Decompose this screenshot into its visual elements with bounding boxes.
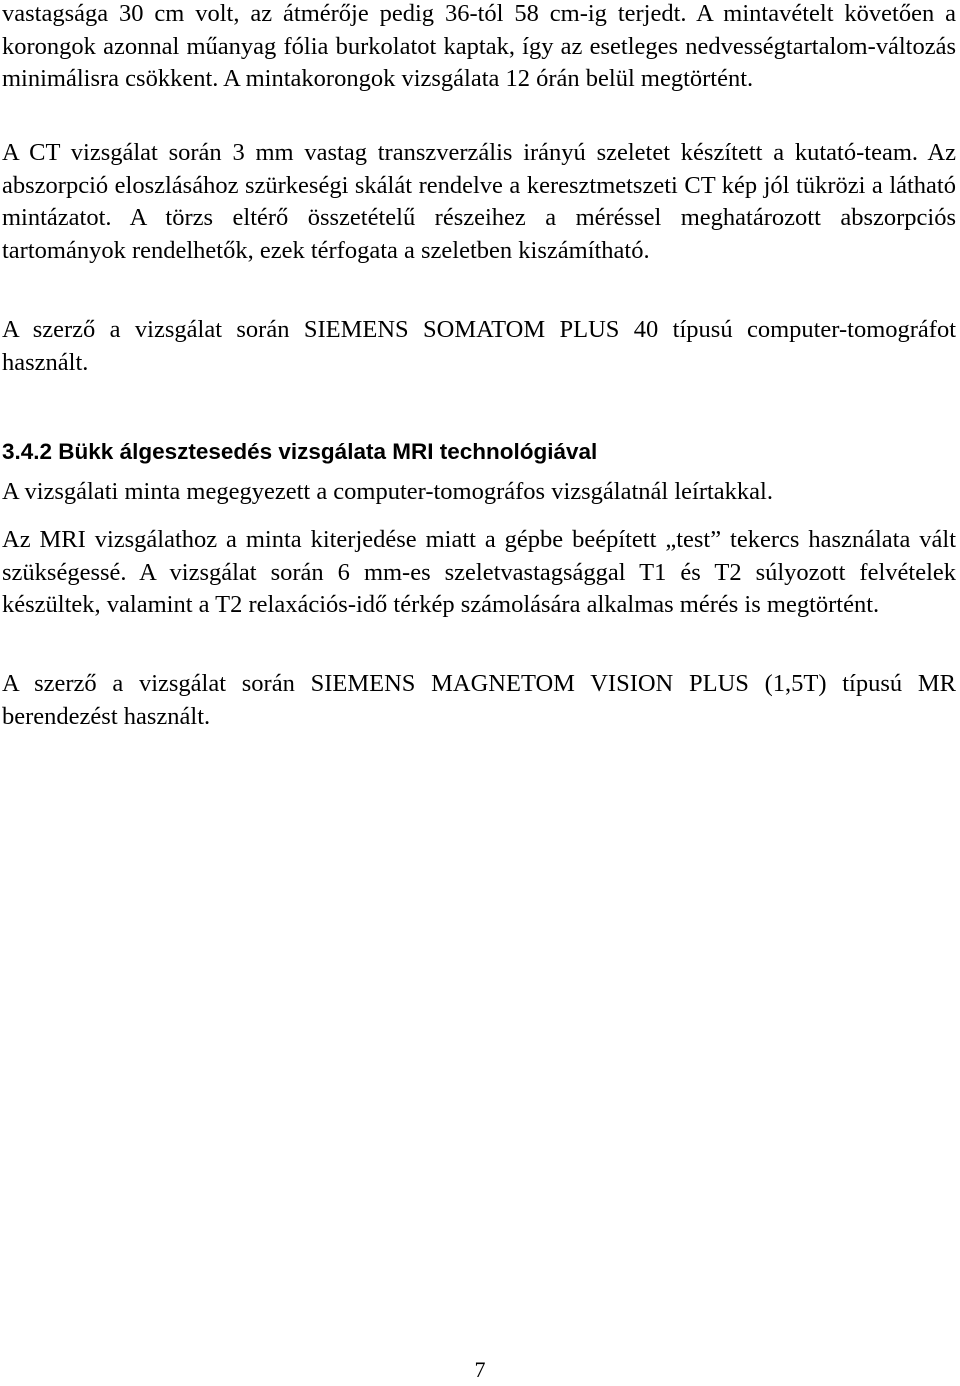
page-number: 7 [474, 1357, 486, 1382]
paragraph-mri-equipment: A szerző a vizsgálat során SIEMENS MAGNETOM VISION PLUS (1,5T) típusú MR berendezést használt. [2, 670, 956, 730]
paragraph-mri-sample: A vizsgálati minta megegyezett a computer-tomográfos vizsgálatnál leírtakkal. [2, 478, 773, 505]
paragraph-sample-preparation: vastagsága 30 cm volt, az átmérője pedig 36-tól 58 cm-ig terjedt. A mintavételt követően a korongok azonnal műanyag fólia burkolatot kaptak, így az esetleges nedvességtartalom-változás minimálisra csökkent. A mintakorongok vizsgálata 12 órán belül megtörtént. [2, 0, 956, 92]
paragraph-ct-examination: A CT vizsgálat során 3 mm vastag transzverzális irányú szeletet készített a kutató-team. Az abszorpció eloszlásához szürkeségi skálát rendelve a keresztmetszeti CT kép jól tükrözi a látható mintázatot. A törzs eltérő összetételű részeihez a méréssel meghatározott abszorpciós tartományok rendelhetők, ezek térfogata a szeletben kiszámítható. [2, 139, 956, 264]
paragraph-mri-method: Az MRI vizsgálathoz a minta kiterjedése miatt a gépbe beépített „test” tekercs használata vált szükségessé. A vizsgálat során 6 mm-es szeletvastagsággal T1 és T2 súlyozott felvételek készültek, valamint a T2 relaxációs-idő térkép számolására alkalmas mérés is megtörtént. [2, 526, 956, 618]
document-page [2, 0, 956, 1386]
paragraph-ct-equipment: A szerző a vizsgálat során SIEMENS SOMATOM PLUS 40 típusú computer-tomográfot használt. [2, 316, 956, 376]
section-heading: 3.4.2 Bükk álgesztesedés vizsgálata MRI technológiával [2, 439, 598, 464]
